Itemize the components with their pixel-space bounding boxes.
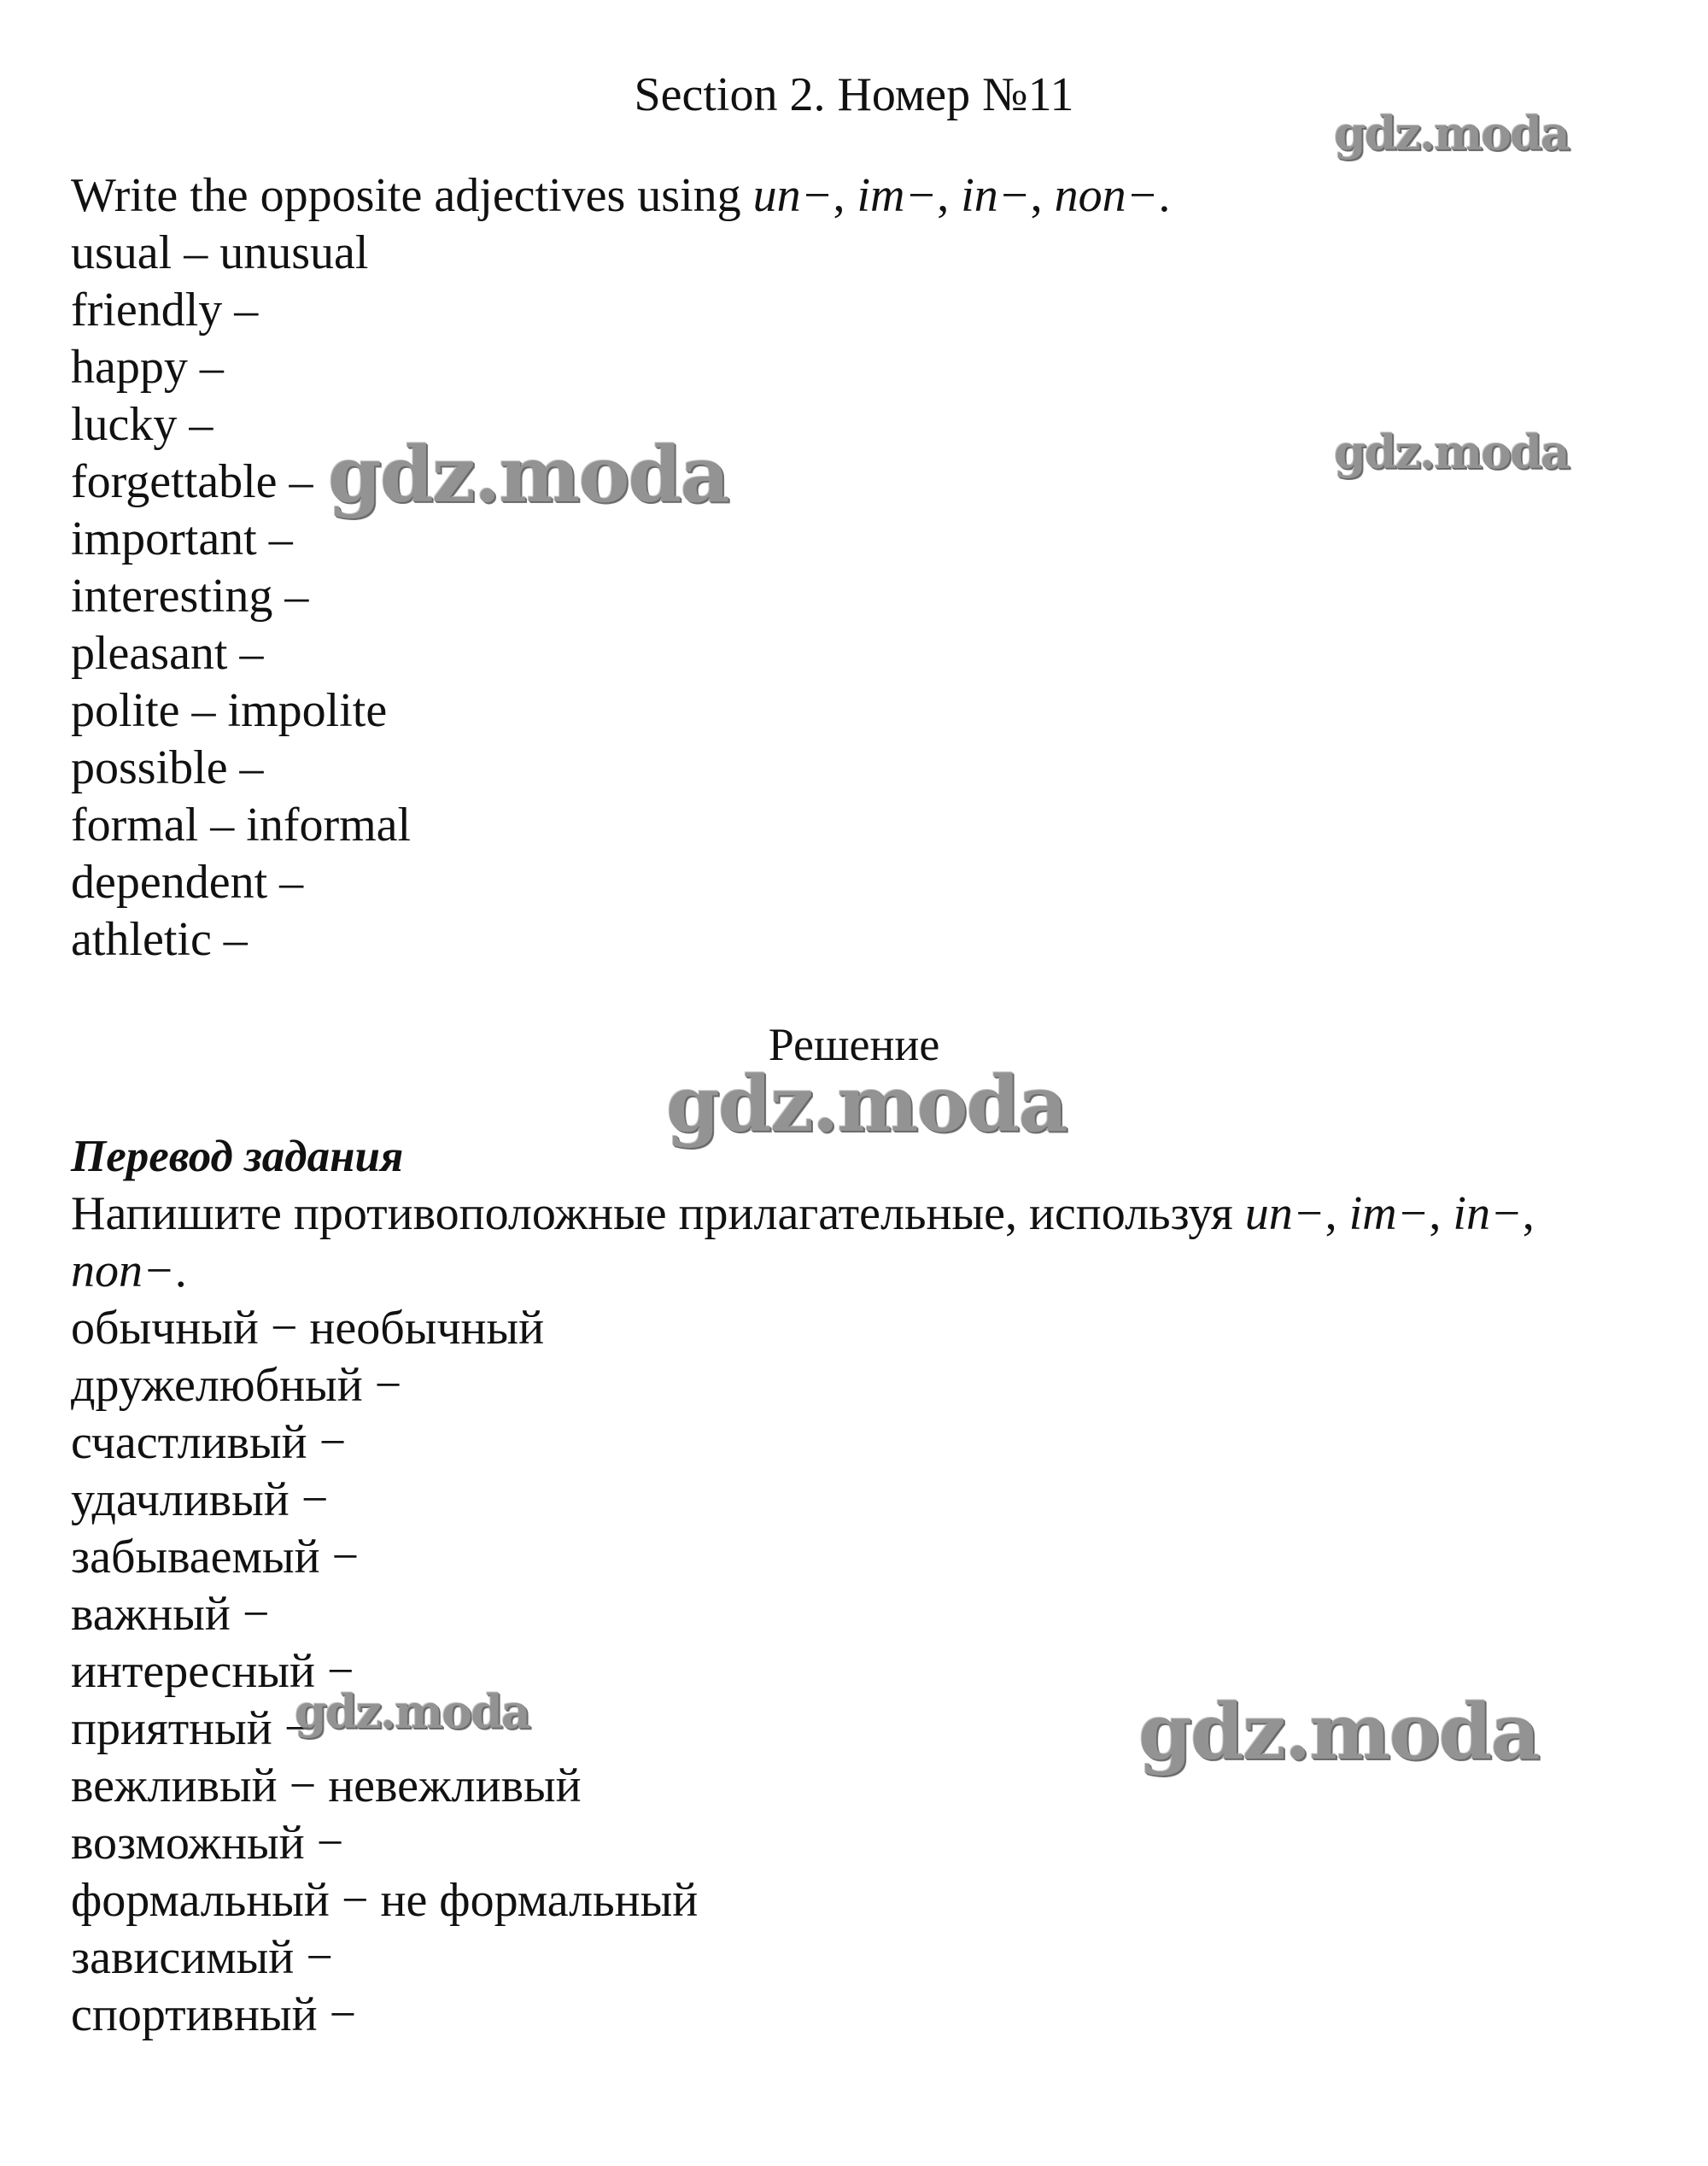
task-item: forgettable – [71,455,313,508]
solution-item: забываемый − [71,1531,360,1584]
task-item: lucky – [71,398,214,451]
task-item: usual – unusual [71,226,369,279]
watermark-logo: gdz.moda [1334,106,1569,161]
solution-item: зависимый − [71,1931,333,1984]
solution-item: дружелюбный − [71,1359,402,1412]
solution-item: обычный − необычный [71,1302,545,1355]
solution-instruction: Напишите противоположные прилагательные, используя un−, im−, in−, [71,1187,1535,1240]
solution-item: вежливый − невежливый [71,1759,582,1812]
watermark-logo: gdz.moda [328,430,728,520]
prefix-un: un− [752,169,834,222]
task-item: pleasant – [71,627,264,680]
prefix-non: non− [71,1244,175,1297]
task-item: athletic – [71,913,248,966]
task-item: friendly – [71,284,259,337]
task-item: dependent – [71,856,304,909]
solution-instruction-text: Напишите противоположные прилагательные, используя [71,1187,1245,1240]
prefix-un: un− [1244,1187,1325,1240]
task-item: happy – [71,341,224,394]
solution-item: важный − [71,1588,270,1641]
watermark-logo: gdz.moda [295,1684,529,1739]
prefix-in: in− [961,169,1031,222]
task-item: formal – informal [71,799,412,852]
solution-item: приятный − [71,1702,312,1755]
task-item: interesting – [71,570,309,623]
task-instruction-text: Write the opposite adjectives using [71,169,753,222]
solution-title: Решение [768,1019,940,1070]
solution-item: удачливый − [71,1473,329,1526]
task-instruction: Write the opposite adjectives using un−, im−, in−, non−. [71,169,1171,222]
task-item: possible – [71,741,264,794]
page-title: Section 2. Номер №11 [634,68,1074,121]
solution-item: возможный − [71,1817,344,1870]
prefix-non: non− [1054,169,1159,222]
solution-item: спортивный − [71,1988,357,2041]
task-item: polite – impolite [71,684,388,737]
translation-heading: Перевод задания [71,1132,404,1181]
prefix-im: im− [1348,1187,1430,1240]
solution-item: интересный − [71,1645,354,1698]
solution-instruction-cont: non−. [71,1244,187,1297]
task-item: important – [71,512,293,565]
watermark-logo: gdz.moda [1138,1687,1539,1777]
prefix-im: im− [857,169,938,222]
solution-item: счастливый − [71,1416,347,1469]
solution-item: формальный − не формальный [71,1874,699,1927]
watermark-logo: gdz.moda [1334,424,1569,479]
watermark-logo: gdz.moda [666,1059,1067,1150]
prefix-in: in− [1453,1187,1523,1240]
